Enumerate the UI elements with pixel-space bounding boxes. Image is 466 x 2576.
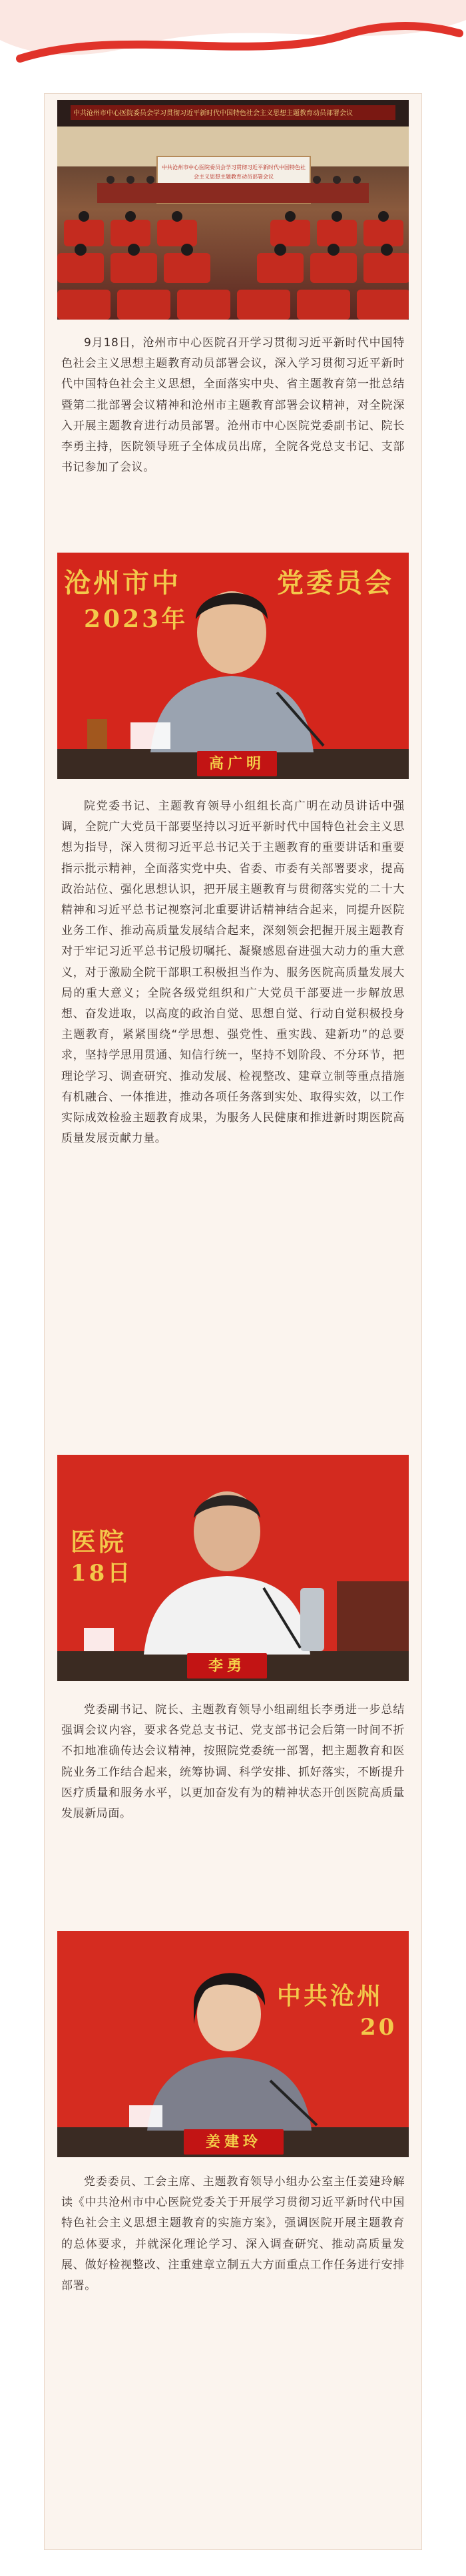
hall-screen-text: 中共沧州市中心医院委员会学习贯彻习近平新时代中国特色社会主义思想主题教育动员部署会议 (162, 164, 306, 180)
top-wave-decoration (0, 0, 466, 73)
backdrop-text-right: 党委员会 (277, 567, 394, 599)
backdrop-text: 中共沧州 (277, 1982, 384, 2010)
meeting-hall-photo (57, 100, 409, 320)
backdrop-year: 20 (360, 2014, 397, 2041)
paragraph-text: 党委副书记、院长、主题教育领导小组副组长李勇进一步总结强调会议内容，要求各党总支书记、党支部书记会后第一时间不折不扣地准确传达会议精神，按照院党委统一部署，把主题教育和医院业务工作结合起来，统筹协调、科学安排、抓好落实，不断提升医疗质量和服务水平，以更加奋发有为的精神状态开创医院高质量发展新局面。 (61, 1703, 405, 1821)
paragraph-li-remarks (61, 1700, 405, 1824)
speaker-photo-li (57, 1455, 409, 1681)
speaker-photo-gao (57, 553, 409, 779)
nameplate-gao: 高广明 (197, 751, 277, 776)
paragraph-jiang-plan (61, 2172, 405, 2296)
paragraph-text: 9月18日，沧州市中心医院召开学习贯彻习近平新时代中国特色社会主义思想主题教育动员部署会议，深入学习贯彻习近平新时代中国特色社会主义思想，全面落实中央、省主题教育第一批总结暨第二批部署会议精神和沧州市主题教育部署会议精神，对全院深入开展主题教育进行动员部署。沧州市中心医院党委副书记、院长李勇主持，医院领导班子全体成员出席，全院各党总支书记、支部书记参加了会议。 (61, 336, 405, 475)
backdrop-year: 2023年 (84, 605, 188, 633)
backdrop-text: 医院 (71, 1527, 127, 1557)
paragraph-intro (61, 333, 405, 478)
speaker-photo-jiang (57, 1931, 409, 2157)
paragraph-text: 院党委书记、主题教育领导小组组长高广明在动员讲话中强调，全院广大党员干部要坚持以习近平新时代中国特色社会主义思想为指导，深入贯彻习近平总书记关于主题教育的重要讲话和重要指示批示精神，全面落实党中央、省委、市委有关部署要求，提高政治站位、强化思想认识，把开展主题教育与贯彻落实党的二十大精神和习近平总书记视察河北重要讲话精神结合起来，同提升医院业务工作、推动高质量发展结合起来，深刻领会把握开展主题教育对于牢记习近平总书记殷切嘱托、凝聚感恩奋进强大动力的重大意义，对于激励全院干部职工积极担当作为、服务医院高质量发展大局的重大意义；全院各级党组织和广大党员干部要进一步解放思想、奋发进取，以高度的政治自觉、思想自觉、行动自觉积极投身主题教育，紧紧围绕“学思想、强党性、重实践、建新功”的总要求，坚持学思用贯通、知信行统一，坚持不划阶段、不分环节，把理论学习、调查研究、推动发展、检视整改、建章立制等重点措施有机融合、一体推进，推动各项任务落到实处、取得实效，以工作实际成效检验主题教育成果，为服务人民健康和推进新时期医院高质量发展贡献力量。 (61, 800, 405, 1146)
backdrop-text: 沧州市中 (64, 567, 181, 599)
nameplate-jiang: 姜建玲 (184, 2129, 284, 2155)
backdrop-date: 18日 (71, 1560, 133, 1587)
paragraph-gao-speech (61, 796, 405, 1149)
nameplate-li: 李勇 (187, 1653, 267, 1678)
hall-banner-text: 中共沧州市中心医院委员会学习贯彻习近平新时代中国特色社会主义思想主题教育动员部署会议 (73, 110, 353, 117)
paragraph-text: 党委委员、工会主席、主题教育领导小组办公室主任姜建玲解读《中共沧州市中心医院党委关于开展学习贯彻习近平新时代中国特色社会主义思想主题教育的实施方案》，强调医院开展主题教育的总体要求，并就深化理论学习、深入调查研究、推动高质量发展、做好检视整改、注重建章立制五大方面重点工作任务进行安排部署。 (61, 2175, 405, 2293)
